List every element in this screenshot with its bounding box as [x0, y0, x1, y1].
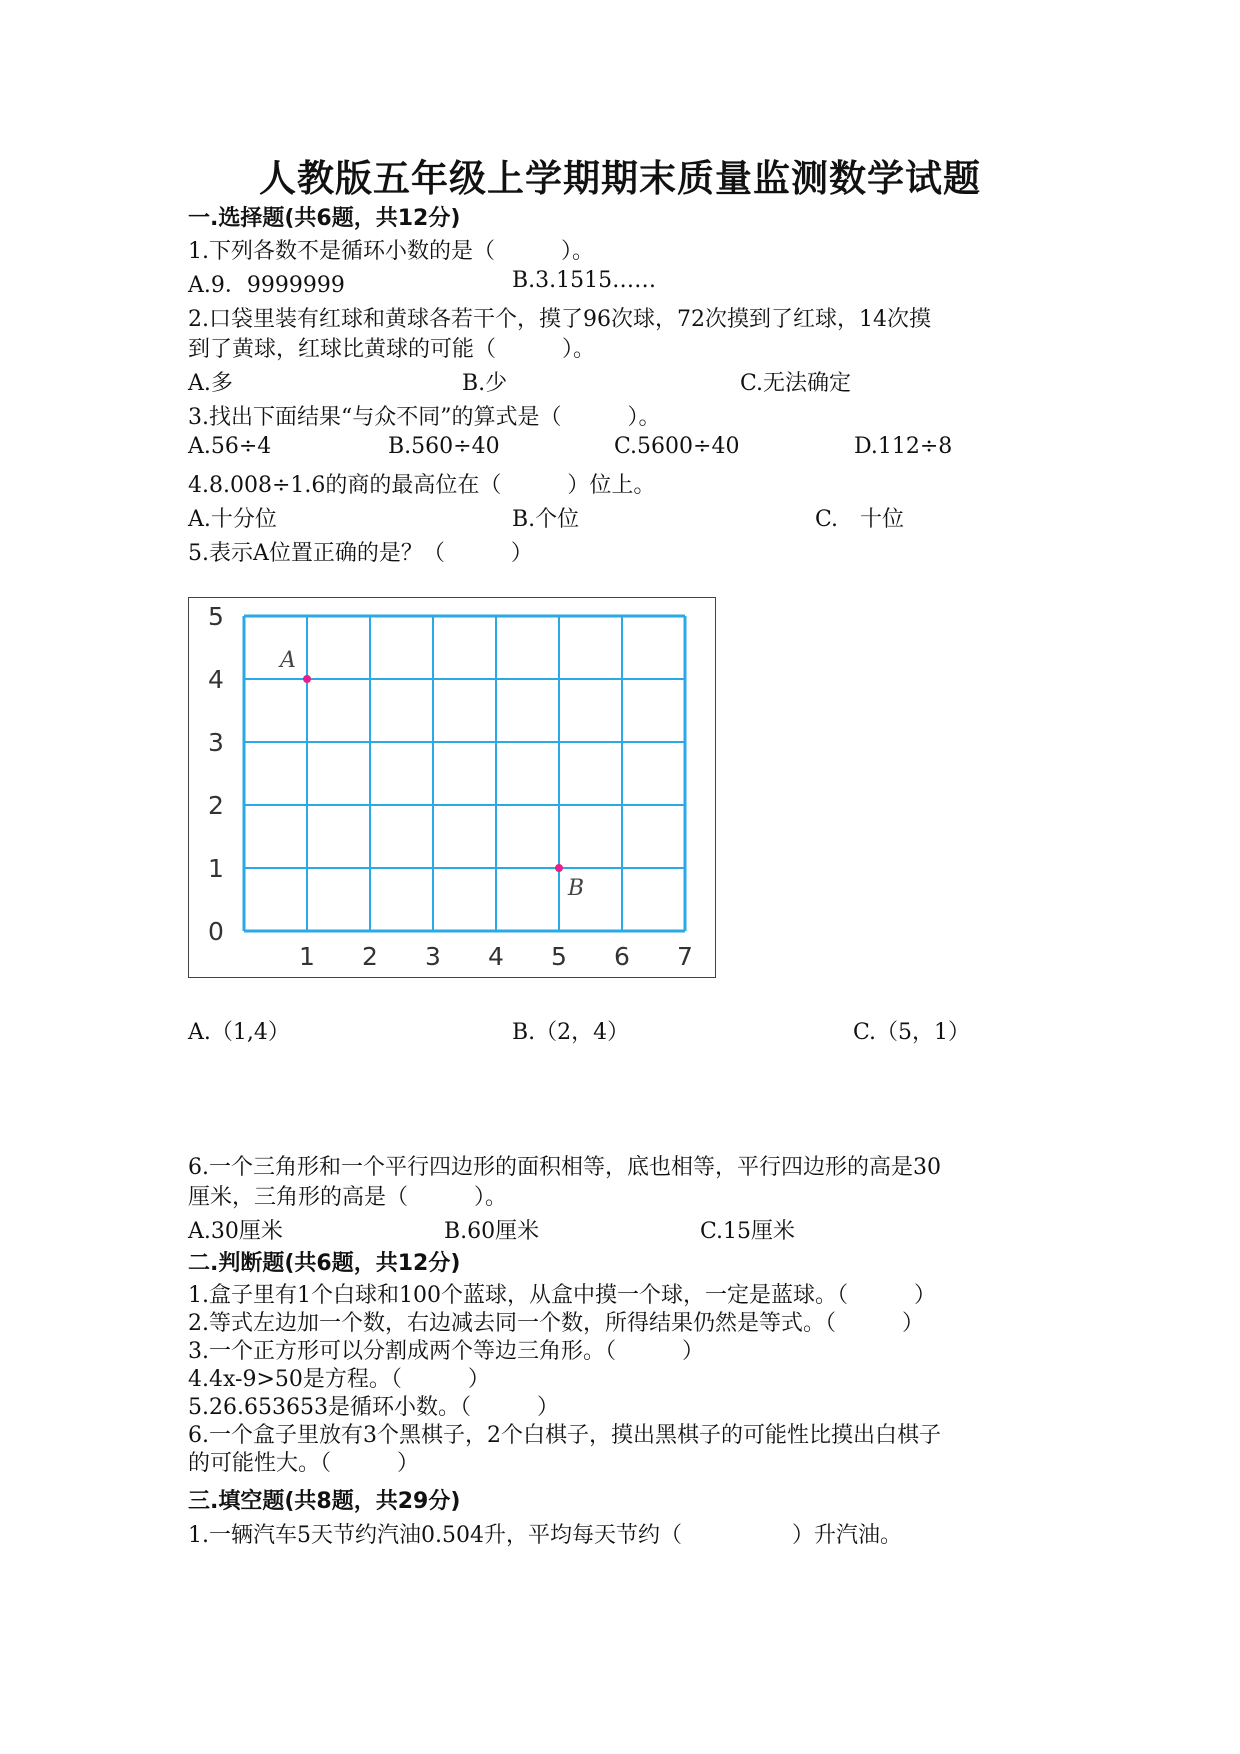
question-4-stem: 4.8.008÷1.6的商的最高位在（ ）位上。 — [188, 473, 656, 498]
judgement-item-6-line1: 6.一个盒子里放有3个黑棋子，2个白棋子，摸出黑棋子的可能性比摸出白棋子 — [188, 1423, 941, 1448]
y-tick-label: 3 — [208, 728, 224, 757]
question-5-option-b: B.（2，4） — [512, 1020, 630, 1045]
question-3-option-c: C.5600÷40 — [614, 434, 740, 459]
question-3-option-a: A.56÷4 — [188, 434, 272, 459]
question-4-option-b: B.个位 — [512, 507, 580, 532]
judgement-item-1: 1.盒子里有1个白球和100个蓝球，从盒中摸一个球，一定是蓝球。（ ） — [188, 1283, 936, 1308]
y-tick-label: 5 — [208, 602, 224, 631]
question-6-stem-line2: 厘米，三角形的高是（ ）。 — [188, 1185, 508, 1210]
y-tick-label: 2 — [208, 791, 224, 820]
x-tick-label: 1 — [299, 942, 315, 971]
x-tick-label: 6 — [614, 942, 630, 971]
question-2-option-b: B.少 — [462, 371, 508, 396]
x-tick-label: 3 — [425, 942, 441, 971]
x-tick-label: 7 — [677, 942, 693, 971]
question-1-option-a: A.9．9999999 — [188, 273, 345, 298]
question-4-option-c: C. 十位 — [815, 507, 905, 532]
point-b-marker — [555, 864, 563, 872]
y-tick-label: 0 — [208, 917, 224, 946]
question-1-option-b: B.3.1515…… — [512, 268, 657, 293]
point-b-label: B — [567, 876, 585, 901]
x-tick-label: 5 — [551, 942, 567, 971]
section-heading-judgement: 二.判断题(共6题，共12分) — [188, 1251, 461, 1276]
question-2-option-a: A.多 — [188, 371, 233, 396]
section-heading-fill-blank: 三.填空题(共8题，共29分) — [188, 1489, 461, 1514]
x-tick-label: 2 — [362, 942, 378, 971]
fill-blank-question-1: 1.一辆汽车5天节约汽油0.504升，平均每天节约（ ）升汽油。 — [188, 1523, 902, 1548]
section-heading-choice: 一.选择题(共6题，共12分) — [188, 206, 461, 231]
question-6-option-c: C.15厘米 — [700, 1219, 796, 1244]
question-5-option-c: C.（5，1） — [853, 1020, 971, 1045]
question-3-option-d: D.112÷8 — [854, 434, 953, 459]
question-6-option-b: B.60厘米 — [444, 1219, 540, 1244]
question-1-stem: 1.下列各数不是循环小数的是（ ）。 — [188, 239, 594, 264]
question-2-stem-line2: 到了黄球，红球比黄球的可能（ ）。 — [188, 337, 596, 362]
x-tick-label: 4 — [488, 942, 504, 971]
point-a-marker — [303, 675, 311, 683]
question-2-stem-line1: 2.口袋里装有红球和黄球各若干个，摸了96次球，72次摸到了红球，14次摸 — [188, 307, 931, 332]
y-tick-label: 4 — [208, 665, 224, 694]
y-tick-label: 1 — [208, 854, 224, 883]
question-5-option-a: A.（1,4） — [188, 1020, 290, 1045]
judgement-item-2: 2.等式左边加一个数，右边减去同一个数，所得结果仍然是等式。（ ） — [188, 1311, 924, 1336]
question-4-option-a: A.十分位 — [188, 507, 277, 532]
judgement-item-5: 5.26.653653是循环小数。（ ） — [188, 1395, 559, 1420]
question-2-option-c: C.无法确定 — [740, 371, 852, 396]
question-5-stem: 5.表示A位置正确的是？（ ） — [188, 541, 533, 566]
coordinate-grid-figure — [188, 597, 716, 978]
point-a-label: A — [280, 648, 296, 673]
question-3-stem: 3.找出下面结果“与众不同”的算式是（ ）。 — [188, 405, 661, 430]
question-3-option-b: B.560÷40 — [388, 434, 500, 459]
judgement-item-4: 4.4x-9>50是方程。（ ） — [188, 1367, 490, 1392]
judgement-item-6-line2: 的可能性大。（ ） — [188, 1451, 420, 1476]
question-6-option-a: A.30厘米 — [188, 1219, 283, 1244]
page-title: 人教版五年级上学期期末质量监测数学试题 — [259, 156, 981, 200]
coordinate-grid — [189, 598, 715, 977]
question-6-stem-line1: 6.一个三角形和一个平行四边形的面积相等，底也相等，平行四边形的高是30 — [188, 1155, 941, 1180]
judgement-item-3: 3.一个正方形可以分割成两个等边三角形。（ ） — [188, 1339, 704, 1364]
